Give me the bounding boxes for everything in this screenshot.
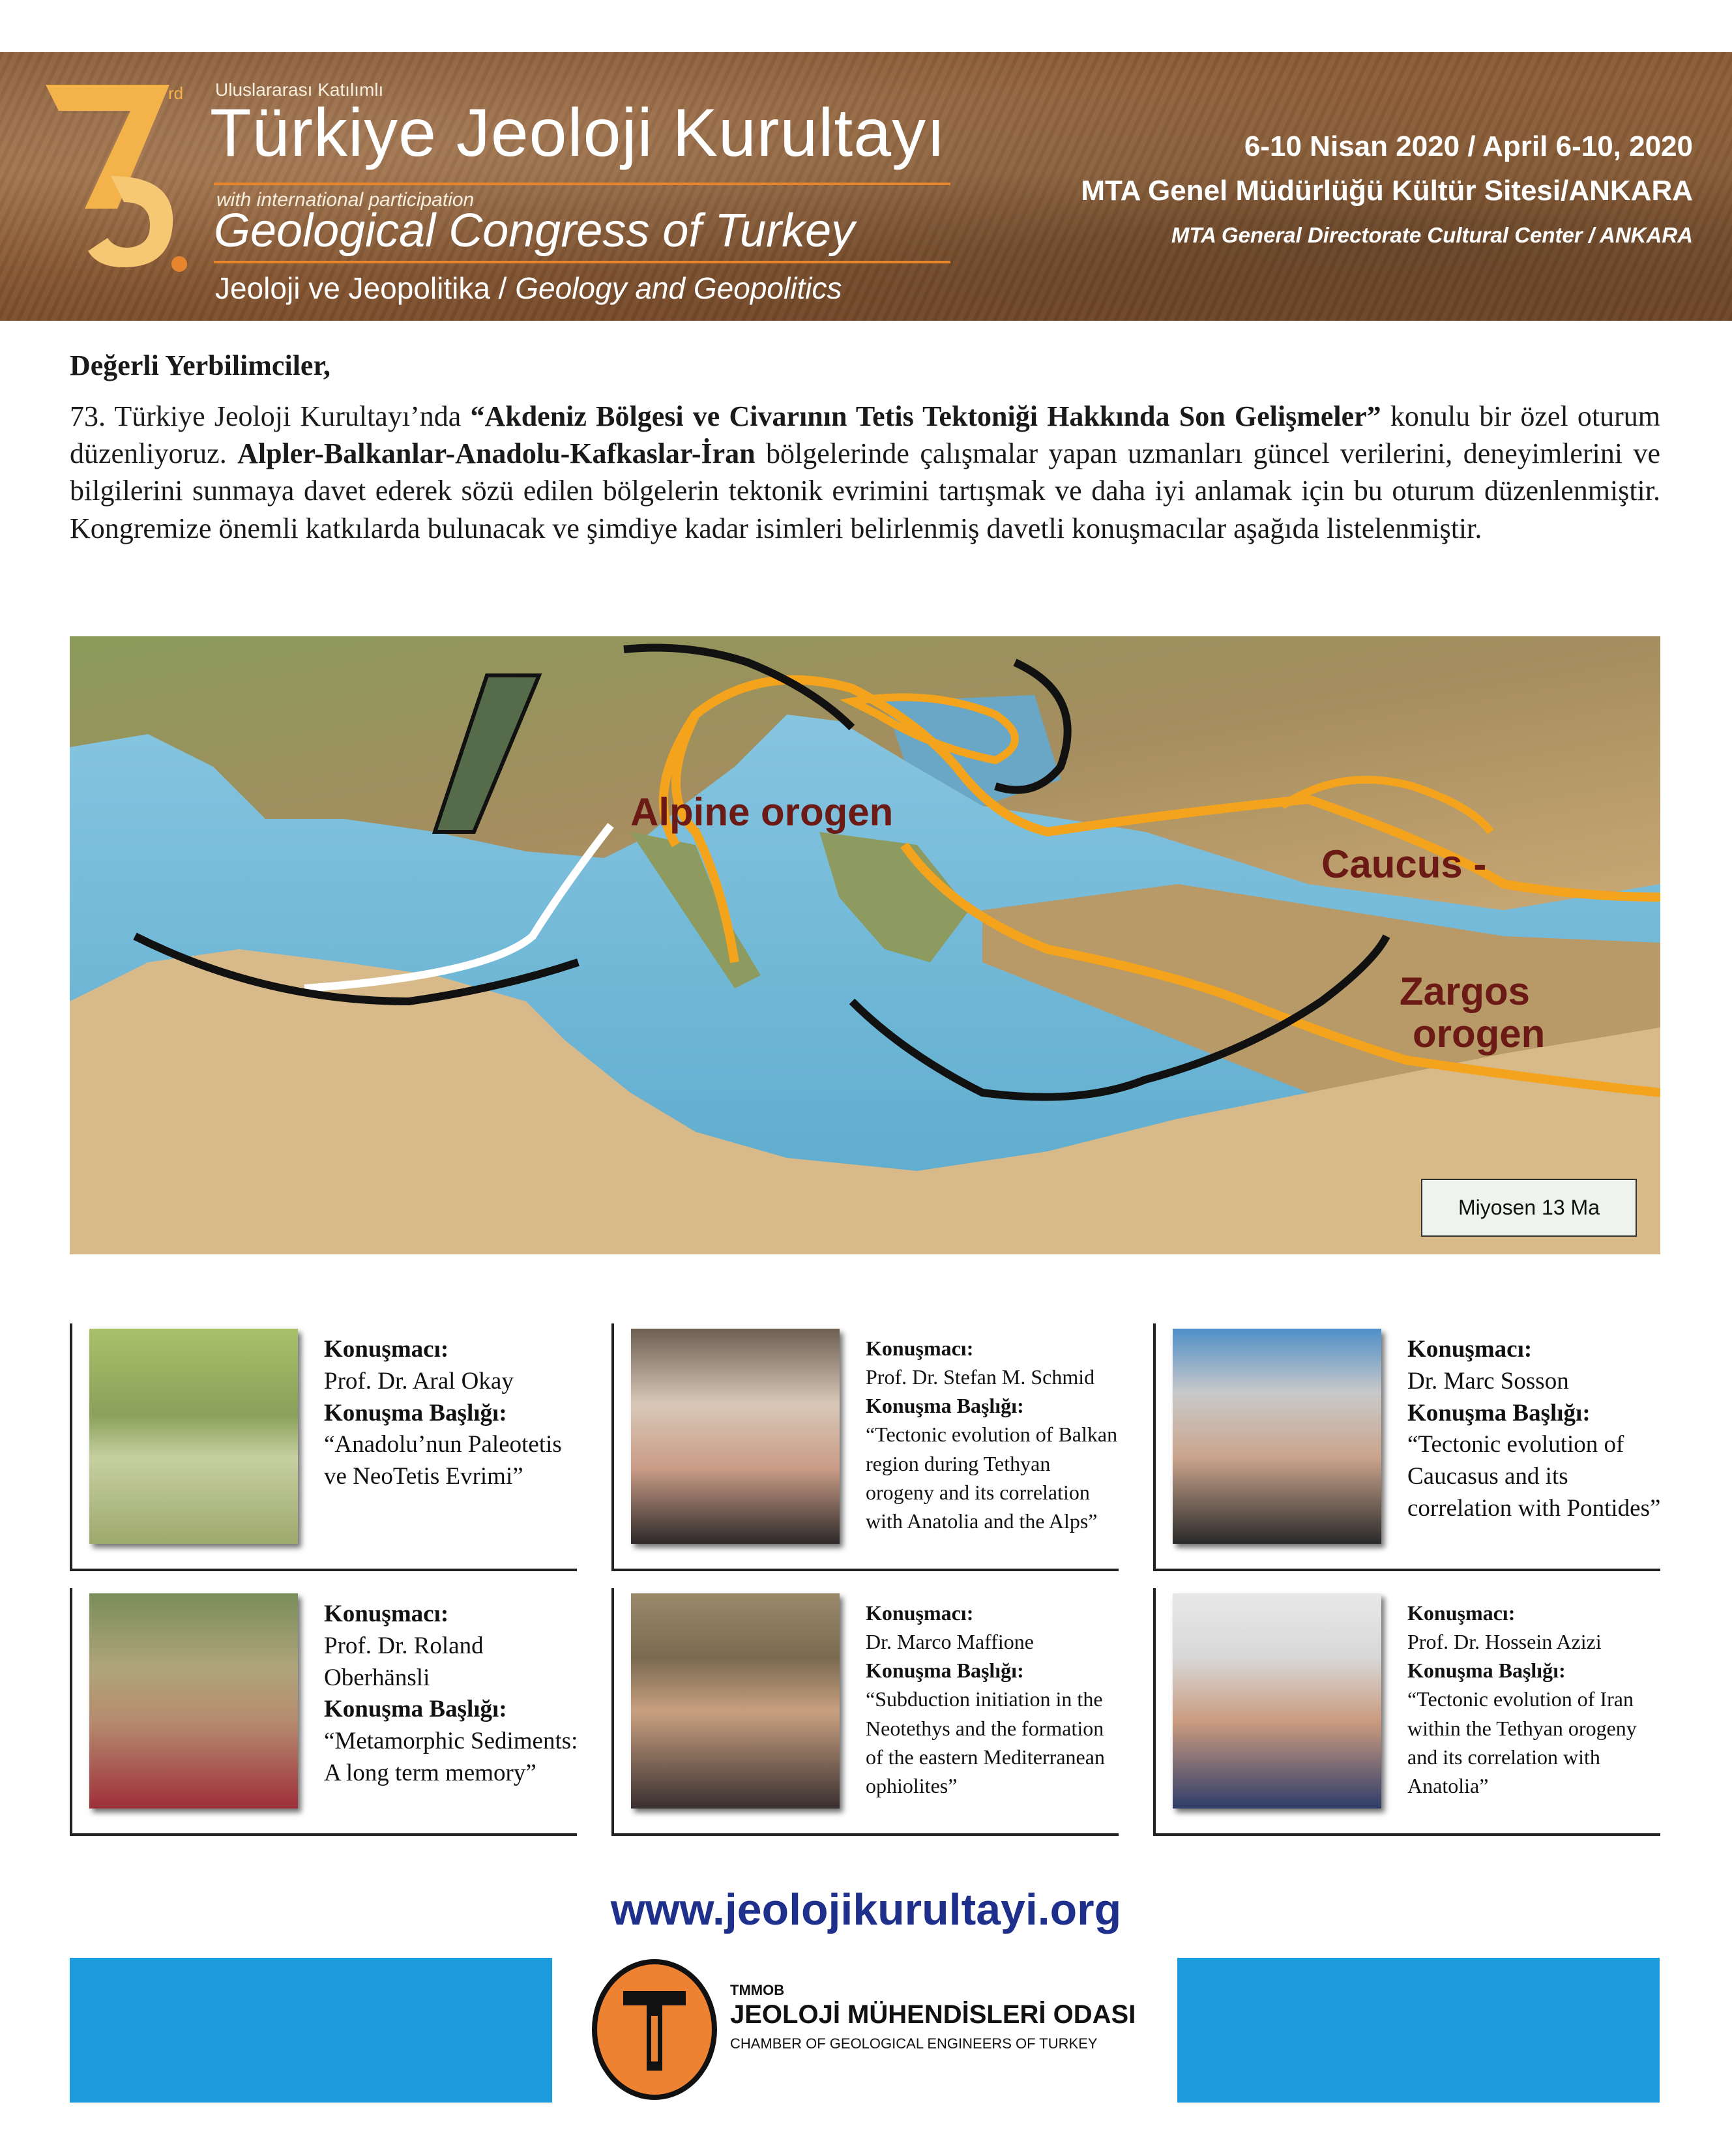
tectonic-map [70, 636, 1660, 1254]
session-title: “Akdeniz Bölgesi ve Civarının Tetis Tektoniği Hakkında Son Gelişmeler” [470, 400, 1381, 432]
talk-title: “Subduction initiation in the Neotethys and the formation of the eastern Mediterranean ophiolites” [866, 1687, 1105, 1797]
card-border-left [1153, 1588, 1156, 1836]
congress-title-en: Geological Congress of Turkey [214, 205, 855, 257]
card-border-bottom [611, 1833, 1119, 1836]
card-border-left [611, 1323, 614, 1571]
card-border-left [70, 1323, 72, 1571]
speaker-name: Prof. Dr. Aral Okay [324, 1367, 514, 1395]
speaker-text [866, 1599, 1120, 1800]
card-border-bottom [70, 1833, 577, 1836]
speaker-label: Konuşmacı: [866, 1336, 974, 1360]
theme-separator: / [490, 271, 516, 305]
speaker-photo [1173, 1593, 1381, 1809]
talk-title: “Tectonic evolution of Caucasus and its correlation with Pontides” [1407, 1431, 1661, 1522]
speaker-label: Konuşmacı: [324, 1601, 449, 1627]
congress-theme [215, 271, 842, 306]
speaker-photo [631, 1329, 840, 1544]
speaker-label: Konuşmacı: [866, 1601, 974, 1625]
theme-en: Geology and Geopolitics [515, 271, 842, 305]
talk-label: Konuşma Başlığı: [1407, 1659, 1566, 1683]
speaker-name: Dr. Marco Maffione [866, 1630, 1034, 1654]
label-caucus: Caucus - [1321, 842, 1487, 886]
talk-title: “Tectonic evolution of Iran within the Tethyan orogeny and its correlation with Anatolia” [1407, 1687, 1637, 1797]
footer-blue-right [1177, 1958, 1660, 2103]
speaker-card-1 [70, 1323, 577, 1571]
intl-participation: with international participation [216, 189, 475, 211]
speaker-name: Prof. Dr. Stefan M. Schmid [866, 1365, 1095, 1389]
talk-title: “Tectonic evolution of Balkan region during Tethyan orogeny and its correlation with Anatolia and the Alps” [866, 1423, 1118, 1533]
speaker-text [1407, 1334, 1662, 1525]
speaker-card-6 [1153, 1588, 1660, 1836]
card-border-left [1153, 1323, 1156, 1571]
speaker-label: Konuşmacı: [1407, 1601, 1516, 1625]
pre-title: Uluslararası Katılımlı [215, 80, 384, 100]
congress-title-tr: Türkiye Jeoloji Kurultayı [210, 95, 946, 171]
speaker-text [866, 1334, 1120, 1535]
speaker-photo [89, 1593, 298, 1809]
subtitle-rule [214, 261, 950, 263]
title-rule [214, 183, 950, 185]
speaker-name: Prof. Dr. Hossein Azizi [1407, 1630, 1602, 1654]
regions: Alpler-Balkanlar-Anadolu-Kafkaslar-İran [237, 437, 756, 470]
speaker-card-3 [1153, 1323, 1660, 1571]
chamber-logo-icon [589, 1957, 720, 2102]
theme-tr: Jeoloji ve Jeopolitika [215, 271, 490, 305]
org-name-en: CHAMBER OF GEOLOGICAL ENGINEERS OF TURKEY [730, 2035, 1098, 2052]
card-border-left [70, 1588, 72, 1836]
venue-en: MTA General Directorate Cultural Center / ANKARA [1171, 223, 1693, 247]
speaker-name: Prof. Dr. Roland Oberhänsli [324, 1632, 484, 1691]
card-border-bottom [1153, 1833, 1660, 1836]
talk-label: Konuşma Başlığı: [1407, 1399, 1591, 1426]
header-banner [0, 52, 1732, 321]
label-orogen: orogen [1413, 1012, 1546, 1056]
talk-label: Konuşma Başlığı: [866, 1394, 1024, 1418]
map-caption: Miyosen 13 Ma [1421, 1179, 1637, 1237]
org-short: TMMOB [730, 1982, 785, 1998]
congress-date: 6-10 Nisan 2020 / April 6-10, 2020 [1244, 130, 1693, 162]
speaker-text [1407, 1599, 1662, 1800]
intro-paragraph [70, 398, 1660, 547]
label-alpine-orogen: Alpine orogen [630, 790, 894, 834]
label-zargos: Zargos [1400, 969, 1531, 1013]
card-border-bottom [1153, 1569, 1660, 1571]
card-border-left [611, 1588, 614, 1836]
talk-title: “Anadolu’nun Paleotetis ve NeoTetis Evrimi” [324, 1431, 562, 1490]
website-link[interactable]: www.jeolojikurultayi.org [610, 1885, 1122, 1934]
footer-blue-left [70, 1958, 552, 2103]
org-name-tr: JEOLOJİ MÜHENDİSLERİ ODASI [730, 2000, 1136, 2029]
venue-tr: MTA Genel Müdürlüğü Kültür Sitesi/ANKARA [1081, 175, 1693, 207]
para-part-1: 73. Türkiye Jeoloji Kurultayı’nda [70, 400, 471, 432]
edition-suffix: rd [168, 83, 184, 103]
speaker-photo [1173, 1329, 1381, 1544]
para-part-2: konulu bir özel oturum düzenliyoruz. [70, 400, 1660, 470]
talk-label: Konuşma Başlığı: [324, 1399, 507, 1426]
speaker-text [324, 1334, 578, 1493]
speaker-label: Konuşmacı: [324, 1336, 449, 1363]
talk-label: Konuşma Başlığı: [866, 1659, 1024, 1683]
speaker-name: Dr. Marc Sosson [1407, 1367, 1569, 1395]
talk-label: Konuşma Başlığı: [324, 1696, 507, 1723]
speaker-card-4 [70, 1588, 577, 1836]
speaker-card-2 [611, 1323, 1119, 1571]
speaker-photo [631, 1593, 840, 1809]
card-border-bottom [611, 1569, 1119, 1571]
speaker-label: Konuşmacı: [1407, 1336, 1533, 1363]
greeting: Değerli Yerbilimciler, [70, 349, 330, 381]
para-part-3: bölgelerinde çalışmalar yapan uzmanları güncel verilerini, deneyimlerini ve bilgilerini sunmaya davet ederek sözü edilen bölgelerin tektonik evrimini tartışmak ve daha iyi anlamak için bu oturum düzenlenmiştir. Kongremize önemli katkılarda bulunacak ve şimdiye kadar isimleri belirlenmiş davetli konuşmacılar aşağıda listelenmiştir. [70, 437, 1660, 544]
card-border-bottom [70, 1569, 577, 1571]
talk-title: “Metamorphic Sediments: A long term memory” [324, 1728, 578, 1787]
speaker-card-5 [611, 1588, 1119, 1836]
speaker-text [324, 1599, 578, 1790]
speaker-photo [89, 1329, 298, 1544]
congress-73-logo [39, 78, 189, 274]
